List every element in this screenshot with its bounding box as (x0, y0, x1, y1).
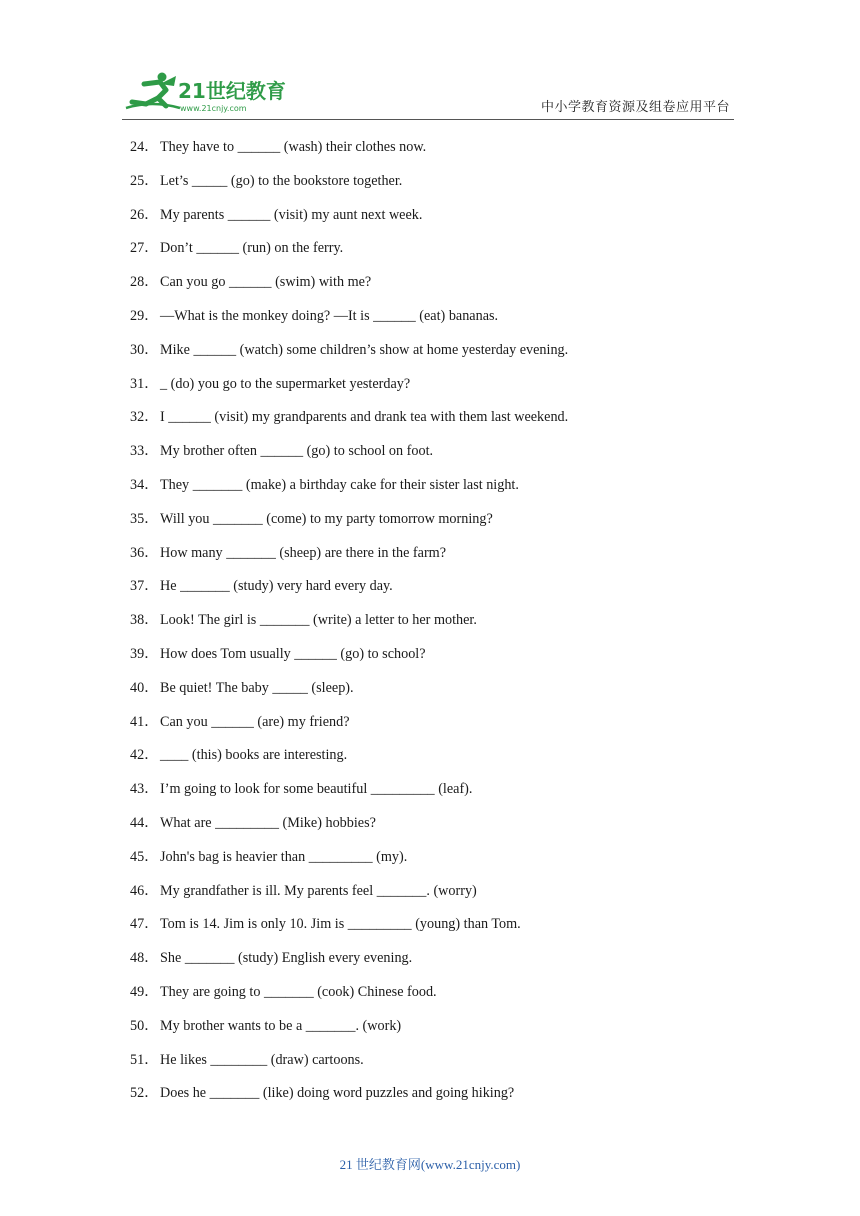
question-item (130, 405, 750, 439)
question-item (130, 169, 750, 203)
question-text: How many _______ (sheep) are there in the farm? (160, 544, 447, 561)
question-text: My brother wants to be a _______. (work) (160, 1017, 402, 1034)
question-text: I ______ (visit) my grandparents and drank tea with them last weekend. (160, 409, 569, 426)
question-number: 52． (130, 1085, 159, 1102)
question-number: 48． (130, 950, 159, 967)
question-text: Let’s _____ (go) to the bookstore together. (160, 172, 403, 189)
question-number: 43． (130, 781, 159, 798)
question-number: 24． (130, 139, 159, 155)
question-text: What are _________ (Mike) hobbies? (160, 814, 376, 831)
question-text: My parents ______ (visit) my aunt next week. (160, 206, 423, 223)
21cnjy-logo (122, 70, 292, 116)
question-number: 44． (130, 814, 159, 831)
question-item (130, 541, 750, 575)
question-text: She _______ (study) English every evening. (160, 950, 413, 967)
question-text: I’m going to look for some beautiful _________ (leaf). (160, 781, 473, 798)
question-number: 38． (130, 612, 159, 629)
question-item (130, 710, 750, 744)
question-number: 46． (130, 882, 159, 899)
question-item (130, 811, 750, 845)
question-number: 35． (130, 510, 159, 527)
question-number: 36． (130, 544, 159, 561)
question-number: 49． (130, 983, 159, 1000)
question-text: Will you _______ (come) to my party tomorrow morning? (160, 510, 493, 527)
question-item (130, 912, 750, 946)
question-item (130, 270, 750, 304)
question-item (130, 203, 750, 237)
question-item (130, 439, 750, 473)
question-text: He likes ________ (draw) cartoons. (160, 1051, 364, 1068)
question-item (130, 1081, 750, 1115)
question-number: 51． (130, 1051, 159, 1068)
question-number: 45． (130, 848, 159, 865)
question-number: 41． (130, 713, 159, 730)
question-text: My grandfather is ill. My parents feel _______. (worry) (160, 882, 477, 899)
question-number: 26． (130, 206, 159, 223)
question-text: Be quiet! The baby _____ (sleep). (160, 679, 354, 696)
question-text: Can you ______ (are) my friend? (160, 713, 350, 730)
question-text: John's bag is heavier than _________ (my). (160, 848, 408, 865)
question-item (130, 608, 750, 642)
question-number: 39． (130, 645, 159, 662)
question-text: Does he _______ (like) doing word puzzles and going hiking? (160, 1085, 515, 1102)
svg-text:21世纪教育: 21世纪教育 (178, 79, 286, 103)
question-item (130, 507, 750, 541)
question-item (130, 946, 750, 980)
question-number: 34． (130, 476, 159, 493)
question-text: My brother often ______ (go) to school on foot. (160, 443, 434, 460)
question-number: 29． (130, 307, 159, 324)
question-number: 30． (130, 341, 159, 358)
question-text: He _______ (study) very hard every day. (160, 578, 393, 595)
question-item (130, 1014, 750, 1048)
question-text: ____ (this) books are interesting. (160, 747, 348, 764)
question-item (130, 372, 750, 406)
question-text: _ (do) you go to the supermarket yesterday? (160, 375, 411, 392)
question-text: They are going to _______ (cook) Chinese food. (160, 983, 437, 1000)
question-text: Look! The girl is _______ (write) a letter to her mother. (160, 612, 477, 629)
question-number: 25． (130, 172, 159, 189)
question-item (130, 980, 750, 1014)
question-number: 37． (130, 578, 159, 595)
question-number: 33． (130, 443, 159, 460)
question-item (130, 845, 750, 879)
page-footer: 21 世纪教育网(www.21cnjy.com) (339, 1157, 521, 1172)
question-text: They _______ (make) a birthday cake for their sister last night. (160, 476, 519, 493)
question-item (130, 777, 750, 811)
question-item (130, 338, 750, 372)
question-item (130, 879, 750, 913)
question-text: Mike ______ (watch) some children’s show at home yesterday evening. (160, 341, 569, 358)
question-text: Don’t ______ (run) on the ferry. (160, 240, 344, 257)
question-item (130, 574, 750, 608)
question-item (130, 642, 750, 676)
question-item (130, 676, 750, 710)
question-number: 27． (130, 240, 159, 257)
question-number: 28． (130, 274, 159, 291)
question-item (130, 473, 750, 507)
question-text: —What is the monkey doing? —It is ______ (eat) bananas. (160, 307, 499, 324)
question-text: Can you go ______ (swim) with me? (160, 274, 372, 291)
question-number: 47． (130, 916, 159, 933)
question-number: 50． (130, 1017, 159, 1034)
question-text: How does Tom usually ______ (go) to school? (160, 645, 426, 662)
platform-title: 中小学教育资源及组卷应用平台 (540, 100, 730, 115)
question-text: Tom is 14. Jim is only 10. Jim is _________ (young) than Tom. (160, 916, 521, 933)
question-number: 42． (130, 747, 159, 764)
header-divider (122, 119, 734, 120)
question-text: They have to ______ (wash) their clothes now. (160, 139, 427, 155)
question-number: 40． (130, 679, 159, 696)
question-item (130, 743, 750, 777)
question-item (130, 1048, 750, 1082)
question-number: 31． (130, 375, 159, 392)
question-item (130, 135, 750, 169)
question-number: 32． (130, 409, 159, 426)
svg-text:www.21cnjy.com: www.21cnjy.com (180, 104, 247, 113)
question-item (130, 236, 750, 270)
question-list (130, 135, 750, 1115)
question-item (130, 304, 750, 338)
page-header (0, 0, 860, 125)
